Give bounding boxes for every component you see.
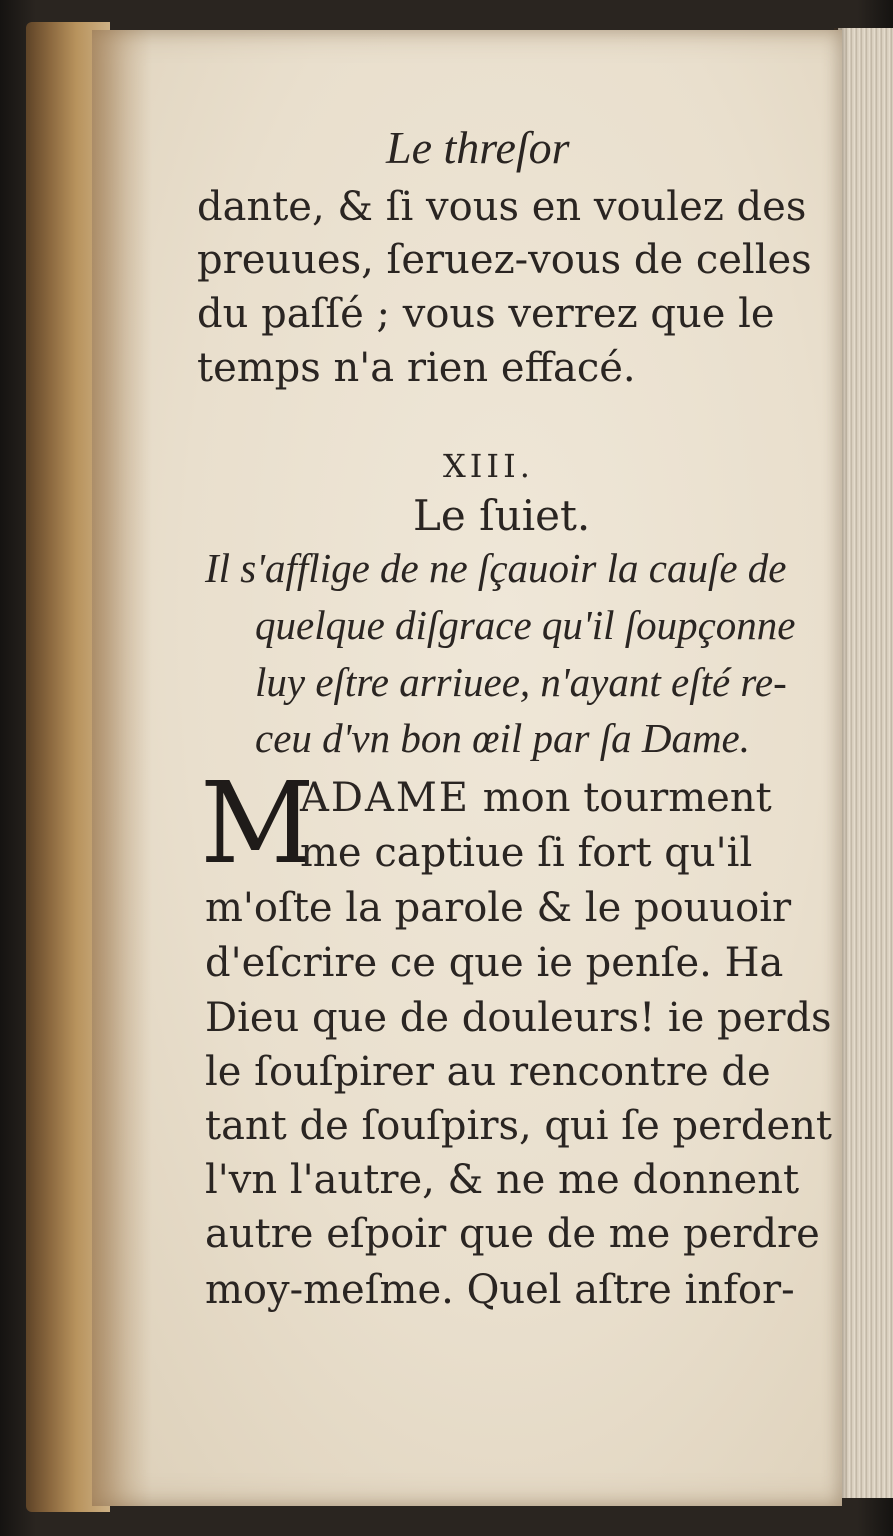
running-head: Le threſor: [386, 122, 570, 173]
subject-heading: Le ſuiet.: [413, 491, 591, 540]
letter-line: autre eſpoir que de me perdre: [205, 1211, 820, 1257]
letter-line: moy-meſme. Quel aſtre infor-: [205, 1267, 795, 1313]
letter-line: Dieu que de douleurs! ie perds: [205, 995, 832, 1041]
body-line: preuues, ſeruez-vous de celles: [197, 237, 812, 283]
letter-line: m'oſte la parole & le pouuoir: [205, 885, 792, 931]
letter-line: me captiue ſi fort qu'il: [300, 830, 753, 876]
body-line: temps n'a rien effacé.: [197, 345, 636, 391]
letter-line: le ſouſpirer au rencontre de: [205, 1049, 771, 1095]
letter-line: d'eſcrire ce que ie penſe. Ha: [205, 940, 784, 986]
subject-line: Il s'afflige de ne ſçauoir la cauſe de: [205, 545, 787, 591]
body-line: du paſſé ; vous verrez que le: [197, 291, 775, 337]
subject-line: ceu d'vn bon œil par ſa Dame.: [255, 715, 751, 761]
drop-cap: M: [200, 759, 315, 889]
letter-first-line: [300, 775, 772, 821]
letter-first-line-rest: mon tourment: [482, 775, 772, 821]
subject-line: luy eſtre arriuee, n'ayant eſté re-: [255, 659, 787, 705]
chapter-number: XIII.: [443, 447, 534, 485]
letter-line: l'vn l'autre, & ne me donnent: [205, 1157, 800, 1203]
subject-line: quelque diſgrace qu'il ſoupçonne: [255, 602, 796, 648]
body-line: dante, & ſi vous en voulez des: [197, 184, 807, 230]
letter-first-word: ADAME: [300, 775, 470, 821]
page-gutter-stain: [92, 30, 152, 1506]
letter-line: tant de ſouſpirs, qui ſe perdent: [205, 1103, 832, 1149]
